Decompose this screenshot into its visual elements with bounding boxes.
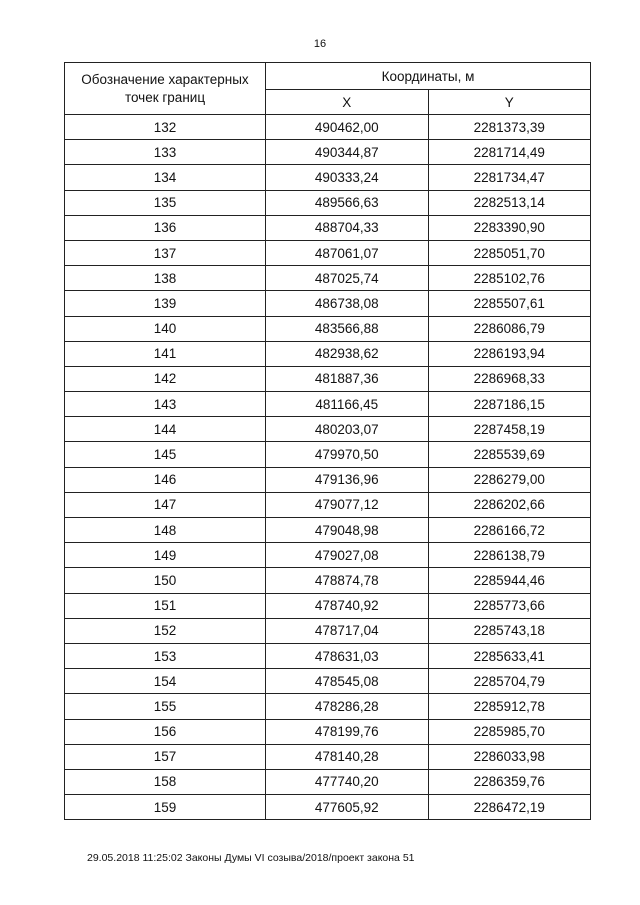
y-cell: 2285985,70	[428, 719, 591, 744]
table-row	[65, 266, 591, 291]
y-cell: 2286472,19	[428, 795, 591, 820]
table-row	[65, 215, 591, 240]
table-row	[65, 291, 591, 316]
point-cell: 157	[65, 744, 266, 769]
table-row	[65, 618, 591, 643]
point-cell: 132	[65, 115, 266, 140]
table-row	[65, 140, 591, 165]
footer-note: 29.05.2018 11:25:02 Законы Думы VI созыва/2018/проект закона 51	[87, 852, 415, 864]
point-cell: 151	[65, 593, 266, 618]
x-cell: 479136,96	[266, 467, 429, 492]
point-cell: 144	[65, 417, 266, 442]
y-cell: 2285507,61	[428, 291, 591, 316]
header-x: X	[266, 90, 429, 115]
y-cell: 2282513,14	[428, 190, 591, 215]
x-cell: 480203,07	[266, 417, 429, 442]
table-row	[65, 744, 591, 769]
table-row	[65, 795, 591, 820]
table-row	[65, 165, 591, 190]
y-cell: 2286968,33	[428, 366, 591, 391]
x-cell: 489566,63	[266, 190, 429, 215]
x-cell: 481166,45	[266, 392, 429, 417]
point-cell: 137	[65, 240, 266, 265]
x-cell: 478874,78	[266, 568, 429, 593]
table-row	[65, 492, 591, 517]
x-cell: 490333,24	[266, 165, 429, 190]
table-row	[65, 366, 591, 391]
point-cell: 136	[65, 215, 266, 240]
table-row	[65, 341, 591, 366]
table-row	[65, 769, 591, 794]
point-cell: 156	[65, 719, 266, 744]
header-coordinates: Координаты, м	[266, 63, 591, 90]
point-cell: 154	[65, 669, 266, 694]
table-row	[65, 417, 591, 442]
x-cell: 479048,98	[266, 518, 429, 543]
y-cell: 2286086,79	[428, 316, 591, 341]
y-cell: 2285944,46	[428, 568, 591, 593]
point-cell: 142	[65, 366, 266, 391]
point-cell: 141	[65, 341, 266, 366]
y-cell: 2281714,49	[428, 140, 591, 165]
point-cell: 153	[65, 643, 266, 668]
x-cell: 479077,12	[266, 492, 429, 517]
point-cell: 159	[65, 795, 266, 820]
table-row	[65, 568, 591, 593]
point-cell: 143	[65, 392, 266, 417]
x-cell: 487025,74	[266, 266, 429, 291]
x-cell: 490462,00	[266, 115, 429, 140]
point-cell: 158	[65, 769, 266, 794]
x-cell: 482938,62	[266, 341, 429, 366]
x-cell: 488704,33	[266, 215, 429, 240]
point-cell: 138	[65, 266, 266, 291]
x-cell: 478199,76	[266, 719, 429, 744]
table-row	[65, 719, 591, 744]
y-cell: 2281734,47	[428, 165, 591, 190]
x-cell: 486738,08	[266, 291, 429, 316]
table-row	[65, 694, 591, 719]
point-cell: 150	[65, 568, 266, 593]
coordinates-table	[64, 62, 591, 820]
y-cell: 2285773,66	[428, 593, 591, 618]
x-cell: 478740,92	[266, 593, 429, 618]
y-cell: 2285912,78	[428, 694, 591, 719]
y-cell: 2285539,69	[428, 442, 591, 467]
x-cell: 477605,92	[266, 795, 429, 820]
table-header	[65, 63, 591, 115]
table-row	[65, 643, 591, 668]
table-row	[65, 669, 591, 694]
y-cell: 2286193,94	[428, 341, 591, 366]
x-cell: 478286,28	[266, 694, 429, 719]
y-cell: 2287458,19	[428, 417, 591, 442]
y-cell: 2286359,76	[428, 769, 591, 794]
y-cell: 2286279,00	[428, 467, 591, 492]
point-cell: 148	[65, 518, 266, 543]
table-body	[65, 115, 591, 820]
point-cell: 149	[65, 543, 266, 568]
y-cell: 2286166,72	[428, 518, 591, 543]
x-cell: 478140,28	[266, 744, 429, 769]
header-points: Обозначение характерных точек границ	[65, 63, 266, 115]
x-cell: 487061,07	[266, 240, 429, 265]
y-cell: 2285051,70	[428, 240, 591, 265]
point-cell: 155	[65, 694, 266, 719]
x-cell: 478717,04	[266, 618, 429, 643]
point-cell: 145	[65, 442, 266, 467]
point-cell: 135	[65, 190, 266, 215]
y-cell: 2281373,39	[428, 115, 591, 140]
table-row	[65, 115, 591, 140]
table-row	[65, 240, 591, 265]
table-row	[65, 316, 591, 341]
y-cell: 2285633,41	[428, 643, 591, 668]
page-number: 16	[313, 38, 327, 50]
x-cell: 479970,50	[266, 442, 429, 467]
y-cell: 2286138,79	[428, 543, 591, 568]
point-cell: 133	[65, 140, 266, 165]
y-cell: 2287186,15	[428, 392, 591, 417]
point-cell: 152	[65, 618, 266, 643]
x-cell: 479027,08	[266, 543, 429, 568]
x-cell: 478545,08	[266, 669, 429, 694]
point-cell: 139	[65, 291, 266, 316]
table-row	[65, 392, 591, 417]
x-cell: 483566,88	[266, 316, 429, 341]
table-row	[65, 190, 591, 215]
y-cell: 2285704,79	[428, 669, 591, 694]
table-row	[65, 442, 591, 467]
point-cell: 146	[65, 467, 266, 492]
table-row	[65, 518, 591, 543]
x-cell: 490344,87	[266, 140, 429, 165]
y-cell: 2286033,98	[428, 744, 591, 769]
point-cell: 140	[65, 316, 266, 341]
x-cell: 477740,20	[266, 769, 429, 794]
point-cell: 134	[65, 165, 266, 190]
table-row	[65, 467, 591, 492]
table-row	[65, 593, 591, 618]
header-y: Y	[428, 90, 591, 115]
point-cell: 147	[65, 492, 266, 517]
x-cell: 478631,03	[266, 643, 429, 668]
y-cell: 2285102,76	[428, 266, 591, 291]
y-cell: 2283390,90	[428, 215, 591, 240]
x-cell: 481887,36	[266, 366, 429, 391]
table-row	[65, 543, 591, 568]
y-cell: 2285743,18	[428, 618, 591, 643]
y-cell: 2286202,66	[428, 492, 591, 517]
